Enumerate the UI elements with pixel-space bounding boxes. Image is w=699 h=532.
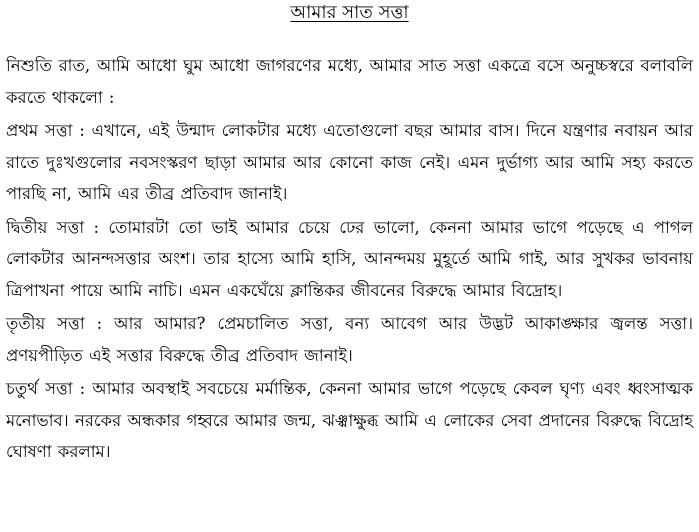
paragraph-fourth-self (6, 373, 693, 468)
paragraph-first-self (6, 115, 693, 210)
paragraph-label: প্রথম সত্তা : (6, 121, 85, 140)
paragraph-label: চতুর্থ সত্তা : (6, 379, 86, 398)
paragraph-text: এখানে, এই উন্মাদ লোকটার মধ্যে এতোগুলো বছর আমার বাস। দিনে যন্ত্রণার নবায়ন আর রাতে দুঃখগুলোর নবসংস্করণ ছাড়া আমার আর কোনো কাজ নেই। এমন দুর্ভাগ্য আর আমি সহ্য করতে পারছি না, আমি এর তীব্র প্রতিবাদ জানাই। (6, 121, 693, 203)
paragraph-text: নিশুতি রাত, আমি আধো ঘুম আধো জাগরণের মধ্যে, আমার সাত সত্তা একত্রে বসে অনুচ্চস্বরে বলাবলি করতে থাকলো : (6, 56, 693, 107)
paragraph-intro (6, 50, 693, 113)
paragraph-label: তৃতীয় সত্তা : (6, 314, 103, 333)
paragraph-label: দ্বিতীয় সত্তা : (6, 217, 100, 237)
paragraph-third-self (6, 308, 693, 371)
document-title: আমার সাত সত্তা (290, 2, 409, 23)
paragraph-text: আমার অবস্থাই সবচেয়ে মর্মান্তিক, কেননা আমার ভাগে পড়েছে কেবল ঘৃণ্য এবং ধ্বংসাত্মক মনোভাব। নরকের অন্ধকার গহ্বরে আমার জন্ম, ঝঞ্ঝাক্ষুব্ধ আমি এ লোকের সেবা প্রদানের বিরুদ্ধে বিদ্রোহ ঘোষণা করলাম। (6, 379, 693, 461)
paragraph-second-self (6, 212, 693, 307)
paragraph-text: তোমারটা তো ভাই আমার চেয়ে ঢের ভালো, কেননা আমার ভাগে পড়েছে এ পাগল লোকটার আনন্দসত্তার অংশ। তার হাস্যে আমি হাসি, আনন্দময় মুহূর্তে আমি গাই, আর সুখকর ভাবনায় ত্রিপাখনা পায়ে আমি নাচি। এমন একঘেঁয়ে ক্লান্তিকর জীবনের বিরুদ্ধে আমার বিদ্রোহ। (6, 217, 693, 300)
paragraph-text: আর আমার? প্রেমচালিত সত্তা, বন্য আবেগ আর উদ্ভট আকাঙ্ক্ষার জ্বলন্ত সত্তা। প্রণয়পীড়িত এই সত্তার বিরুদ্ধে তীব্র প্রতিবাদ জানাই। (6, 314, 693, 365)
